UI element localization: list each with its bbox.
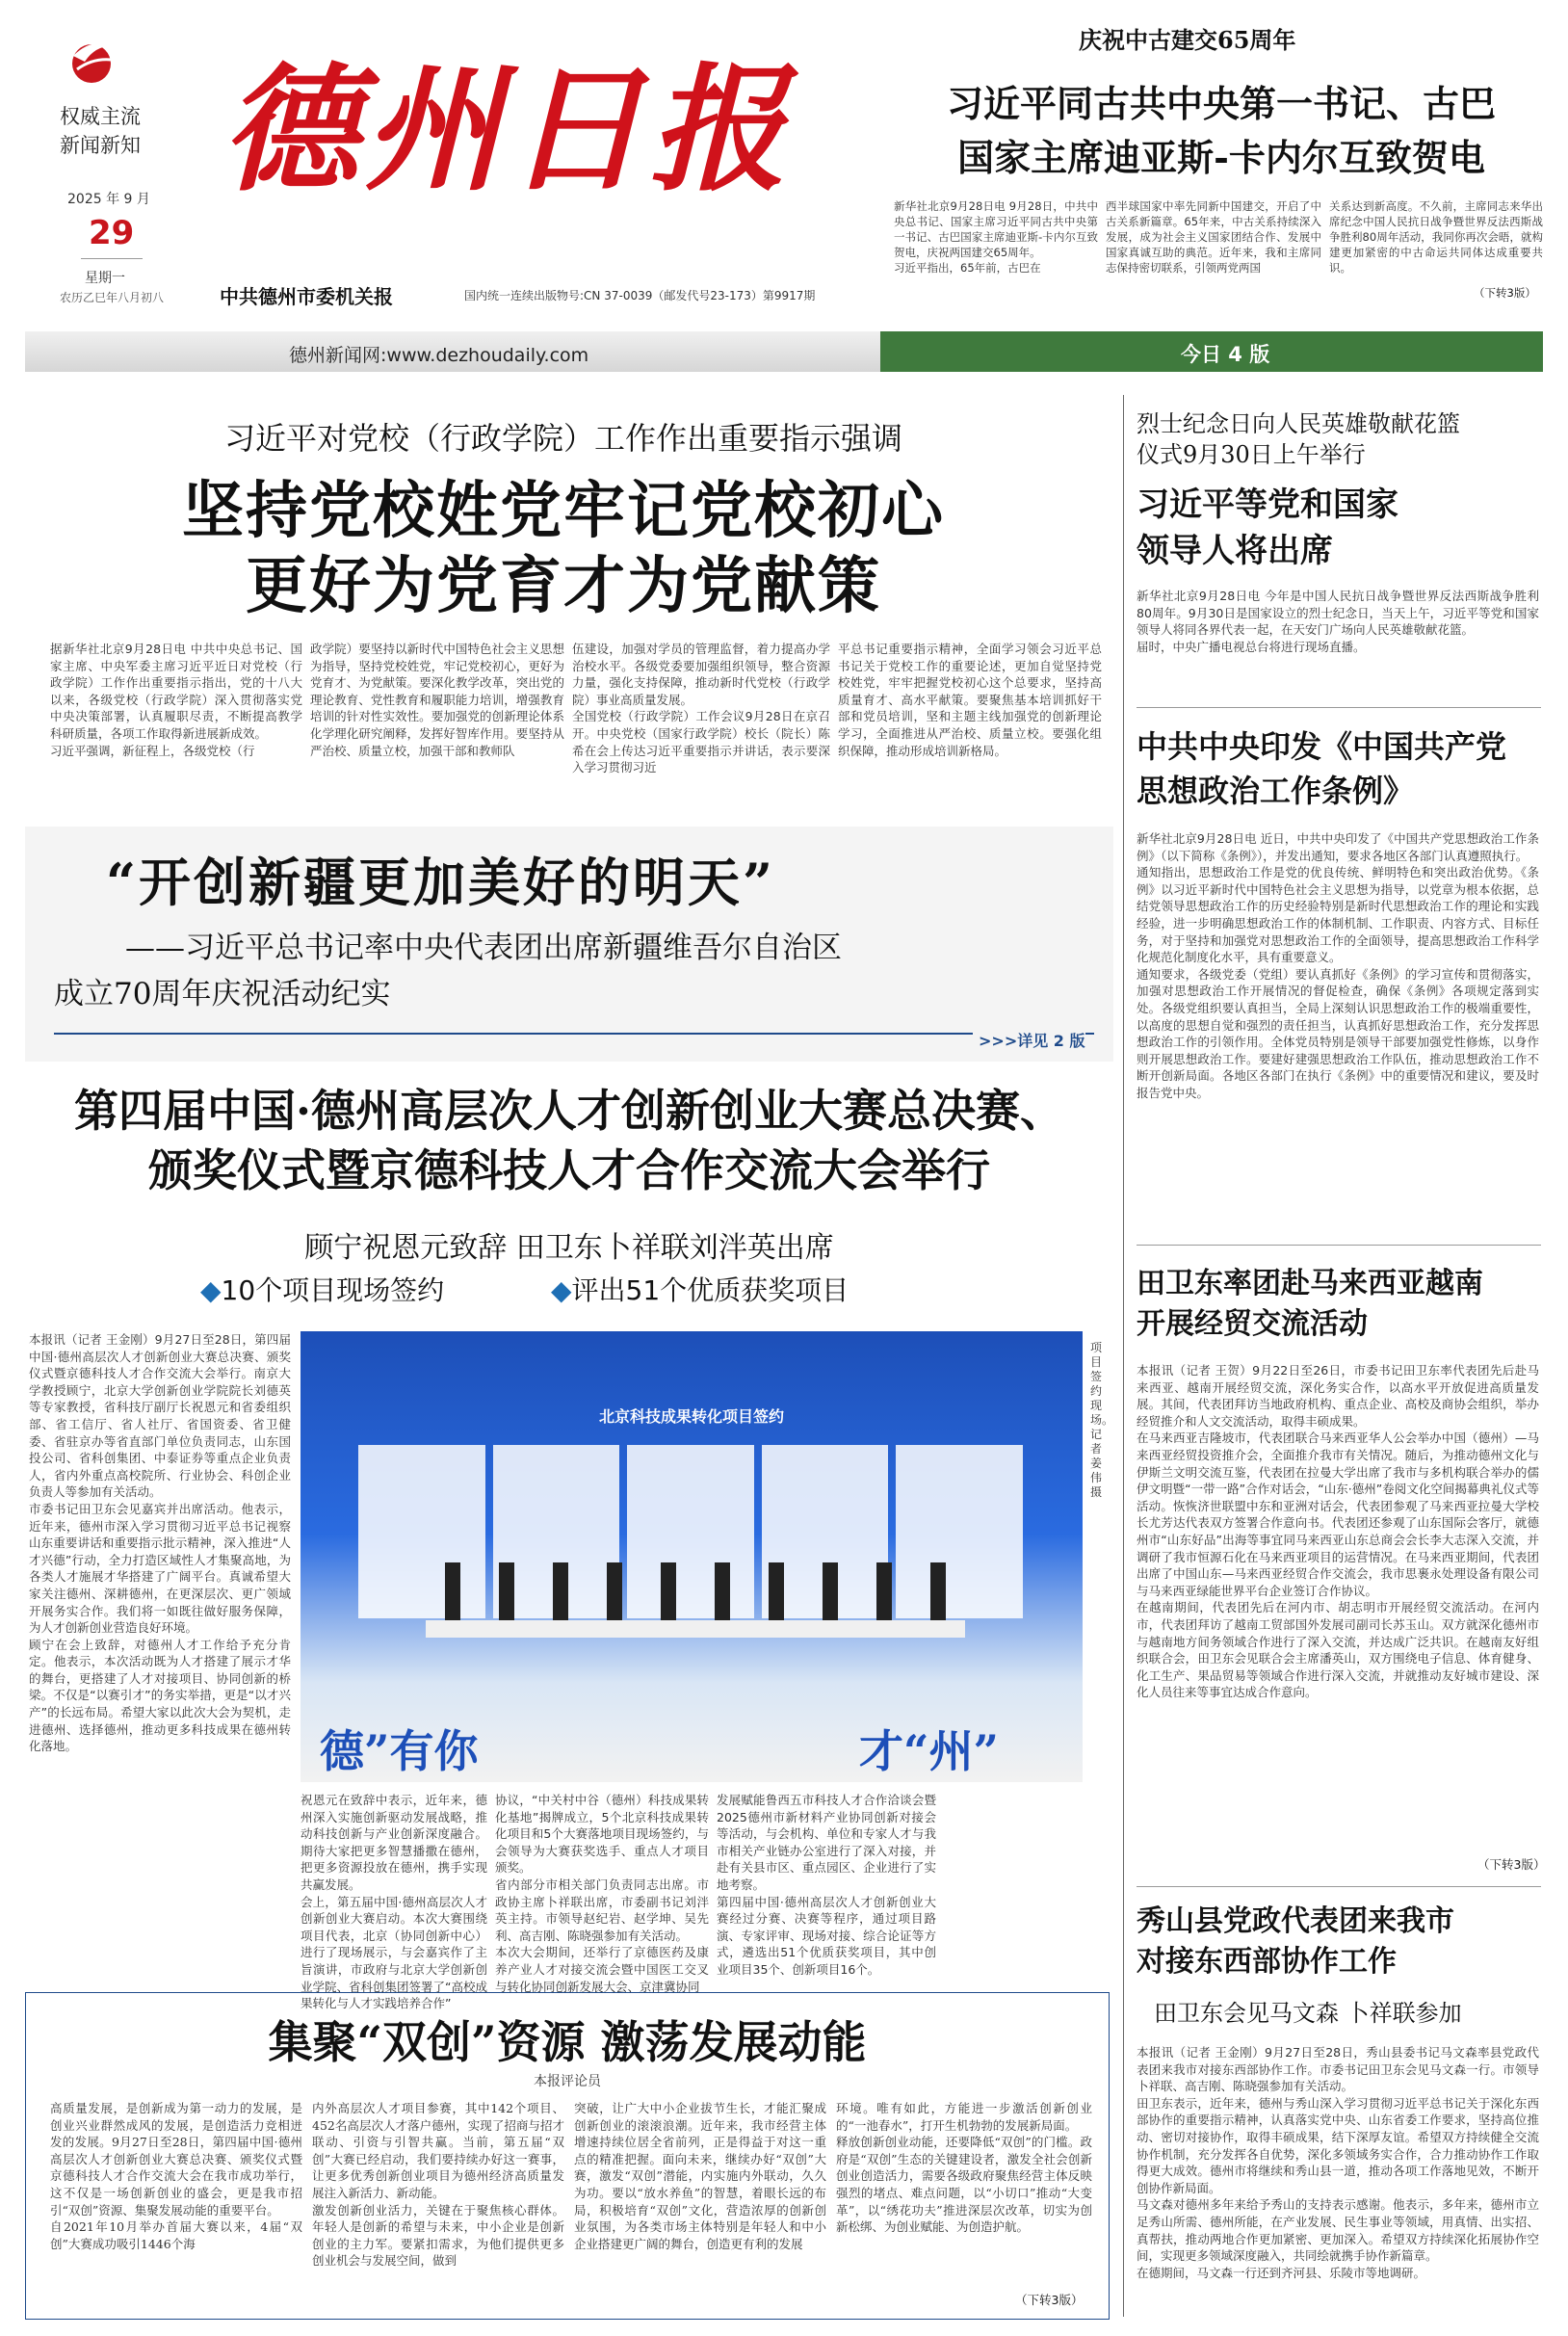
- commentary-col2: 内外高层次人才项目参赛，其中142个项目、452名高层次人才落户德州，实现了招商与招才联动、引资与引智共赢。当前，第五届“双创”大赛已经启动，我们要持续办好这一赛事，让更多优秀创新创业项目为德州经济高质量发展注入新活力、新动能。 激发创新创业活力，关键在于聚焦核心群体。年轻人是创新的希望与未来，中小企业是创新创业的主力军。要紧扣需求，为他们提供更多创业机会与发展空间，做到: [312, 2101, 564, 2269]
- sponsor: 中共德州市委机关报: [220, 285, 393, 308]
- lead-col1: 据新华社北京9月28日电 中共中央总书记、国家主席、中央军委主席习近平近日对党校（行政学院）工作作出重要指示指出，党的十八大以来，各级党校（行政学院）深入贯彻落实党中央决策部署，认真履职尽责，不断提高教学科研质量，各项工作取得新进展新成效。 习近平强调，新征程上，各级党校（行: [50, 642, 302, 758]
- commentary-col3: 突破，让广大中小企业拔节生长，才能汇聚成创新创业的滚滚浪潮。近年来，我市经营主体增速持续位居全省前列，正是得益于对这一重点的精准把握。面向未来，继续办好“双创”大赛，激发“双创”潜能，内实施内外联动，久久为功。要以“放水养鱼”的智慧，着眼长远的布局，积极培育“双创”文化，营造浓厚的创新创业氛围，为各类市场主体特别是年轻人和中小企业搭建更广阔的舞台，创造更有利的发展: [574, 2101, 826, 2251]
- xinjiang-headline[interactable]: “开创新疆更加美好的明天”: [106, 852, 776, 913]
- xinjiang-subline1: ——习近平总书记率中央代表团出席新疆维吾尔自治区: [125, 931, 842, 965]
- top-story-headline[interactable]: 习近平同古共中央第一书记、古巴 国家主席迪亚斯-卡内尔互致贺电: [946, 82, 1496, 179]
- lunar-date: 农历乙巳年八月初八: [60, 291, 165, 304]
- lead-col4: 平总书记重要指示精神，全面学习领会习近平总书记关于党校工作的重要论述，更加自觉坚持党校姓党，牢牢把握党校初心这个总要求，坚持高质量育才、高水平献策。要聚焦基本培训抓好干部和党员培训，坚和主题主线加强党的创新理论学习，全面推进从严治校、质量立校。要强化组织保障，推动形成培训新格局。: [838, 642, 1102, 758]
- contest-col3: 协议，“中关村中谷（德州）科技成果转化基地”揭牌成立，5个北京科技成果转化项目和5个大赛落地项目现场签约，与会领导为大赛获奖选手、重点人才项目颁奖。 省内部分市相关部门负责同志出席。市政协主席卜祥联出席，市委副书记刘泮英主持。市领导赵纪岩、赵学坤、吴先利、高吉刚、陈晓强参加有关活动。 本次大会期间，还举行了京德医药及康养产业人才对接交流会暨中国医工交叉与转化协同创新发展大会、京津冀协同: [495, 1793, 709, 1994]
- rail-a-kicker: 烈士纪念日向人民英雄敬献花篮 仪式9月30日上午举行: [1137, 410, 1460, 468]
- logo-emblem-icon: [64, 37, 119, 85]
- xinjiang-subline2: 成立70周年庆祝活动纪实: [54, 977, 391, 1011]
- photo-slogan-left: 德”有你: [320, 1725, 479, 1777]
- rail-a-body: 新华社北京9月28日电 今年是中国人民抗日战争暨世界反法西斯战争胜利80周年。9月30日是国家设立的烈士纪念日，当天上午，习近平等党和国家领导人将同各界代表一起，在天安门广场向人民英雄敬献花篮。 届时，中央广播电视总台将进行现场直播。: [1137, 589, 1539, 654]
- contest-headline[interactable]: 第四届中国·德州高层次人才创新创业大赛总决赛、 颁奖仪式暨京德科技人才合作交流大会举行: [73, 1085, 1064, 1196]
- slogan: 权威主流 新闻新知: [60, 105, 141, 157]
- issue-date: 2025 年 9 月: [67, 192, 150, 207]
- rail-d-headline[interactable]: 秀山县党政代表团来我市 对接东西部协作工作: [1137, 1904, 1454, 1979]
- photo-caption: 项目签约现场。记者姜伟摄: [1090, 1341, 1114, 1499]
- website-link[interactable]: 德州新闻网:www.dezhoudaily.com: [289, 345, 589, 366]
- weekday: 星期一: [85, 271, 125, 286]
- rail-b-headline[interactable]: 中共中央印发《中国共产党 思想政治工作条例》: [1137, 728, 1507, 809]
- rail-c-body: 本报讯（记者 王贺）9月22日至26日，市委书记田卫东率代表团先后赴马来西亚、越南开展经贸交流，深化务实合作，以高水平开放促进高质量发展。其间，代表团拜访当地政府机构、重点企业、高校及商协会组织，举办经贸推介和人文交流活动，取得丰硕成果。 在马来西亚吉隆坡市，代表团联合马来西亚华人公会举办中国（德州）—马来西亚经贸投资推介会，全面推介我市有关情况。随后，为推动德州文化与伊斯兰文明交流互鉴，代表团在拉曼大学出席了我市与多机构联合举办的儒伊文明暨“一带一路”合作对话会，“山东·德州”卷阅文化空间揭幕典礼仪式等活动。恢恢济世联盟中东和亚洲对话会，代表团参观了马来西亚拉曼大学校长尤芳达代表双方签署合作意向书。代表团还参观了山东国际会客厅，就德州市“山东好品”出海等事宜同马来西亚山东总商会会长李大志深入交流，并调研了我市恒源石化在马来西亚项目的运营情况。在马来西亚期间，代表团出席了中国山东—马来西亚经贸合作交流会，我市思裹永处理设备有限公司与马来西亚绿能世界平台企业签订合作协议。 在越南期间，代表团先后在河内市、胡志明市开展经贸交流活动。在河内市，代表团拜访了越南工贸部国外发展司副司长苏玉山。双方就深化德州市与越南地方间务领域合作进行了深入交流，并达成广泛共识。在越南友好组织联合会，田卫东会见联合会主席潘英山，双方围绕电子信息、体育健身、化工生产、果品贸易等领域合作进行深入交流，并就推动友好城市建设、深化人员往来等事宜达成合作意向。: [1137, 1363, 1539, 1700]
- issue-info: 国内统一连续出版物号:CN 37-0039（邮发代号23-173）第9917期: [464, 289, 816, 302]
- paper-name: 德州日报: [222, 50, 792, 210]
- contest-subline: 顾宁祝恩元致辞 田卫东卜祥联刘泮英出席: [304, 1231, 834, 1265]
- signing-photo: [301, 1331, 1083, 1782]
- photo-table: [426, 1620, 965, 1638]
- top-story-more[interactable]: （下转3版）: [1474, 286, 1536, 300]
- contest-bullet1: ◆10个项目现场签约: [200, 1274, 445, 1306]
- photo-slogan-right: 才“州”: [859, 1725, 999, 1777]
- commentary-more[interactable]: （下转3版）: [1015, 2293, 1084, 2307]
- contest-bullet2: ◆评出51个优质获奖项目: [551, 1274, 849, 1306]
- commentary-headline[interactable]: 集聚“双创”资源 激荡发展动能: [268, 2016, 867, 2068]
- commentary-byline: 本报评论员: [534, 2074, 601, 2089]
- rail-b-body: 新华社北京9月28日电 近日，中共中央印发了《中国共产党思想政治工作条例》（以下简称《条例》），并发出通知，要求各地区各部门认真遵照执行。 通知指出，思想政治工作是党的优良传统、鲜明特色和突出政治优势。《条例》以习近平新时代中国特色社会主义思想为指导，以党章为根本依据，总结党领导思想政治工作的历史经验特别是新时代思想政治工作的理论和实践经验，进一步明确思想政治工作的体制机制、工作职责、内容方式、目标任务，对于坚持和加强党对思想政治工作的全面领导，提高思想政治工作科学化规范化制度化水平，具有重要意义。 通知要求，各级党委（党组）要认真抓好《条例》的学习宣传和贯彻落实，加强对思想政治工作开展情况的督促检查，确保《条例》各项规定落到实处。各级党组织要认真担当，全局上深刻认识思想政治工作的极端重要性，以高度的思想自觉和强烈的责任担当，认真抓好思想政治工作，充分发挥思想政治工作的引领作用。全体党员特别是领导干部要加强党性修炼，以身作则开展思想政治工作。要建好建强思想政治工作队伍，推动思想政治工作不断开创新局面。各地区各部门在执行《条例》中的重要情况和建议，要及时报告党中央。: [1137, 831, 1539, 1100]
- rail-c-more[interactable]: （下转3版）: [1477, 1857, 1546, 1872]
- contest-col2: 祝恩元在致辞中表示，近年来，德州深入实施创新驱动发展战略，推动科技创新与产业创新深度融合。期待大家把更多智慧播撒在德州，把更多资源投放在德州，携手实现共赢发展。 会上，第五届中国·德州高层次人才创新创业大赛启动。本次大赛围绕项目代表，北京（协同创新中心）进行了现场展示，与会嘉宾作了主旨演讲，市政府与北京大学创新创业学院、省科创集团签署了“高校成果转化与人才实践培养合作”: [301, 1793, 487, 2011]
- lead-col3: 伍建设，加强对学员的管理监督，着力提高办学治校水平。各级党委要加强组织领导，整合资源力量，强化支持保障，推动新时代党校（行政学院）事业高质量发展。 全国党校（行政学院）工作会议9月28日在京召开。中央党校（国家行政学院）校长（院长）陈希在会上传达习近平重要指示并讲话，表示要深入学习贯彻习近: [572, 642, 830, 775]
- rail-d-subline: 田卫东会见马文森 卜祥联参加: [1154, 2000, 1462, 2027]
- top-story-col3: 关系达到新高度。不久前，主席同志来华出席纪念中国人民抗日战争暨世界反法西斯战争胜利80周年活动，我同你再次会晤，就构建更加紧密的中古命运共同体达成重要共识。: [1329, 199, 1543, 275]
- top-story-col2: 西半球国家中率先同新中国建交，开启了中古关系新篇章。65年来，中古关系持续深入发展，成为社会主义国家团结合作、发展中国家真诚互助的典范。近年来，我和主席同志保持密切联系，引领两党两国: [1106, 199, 1321, 275]
- commentary-col4: 环境。唯有如此，方能进一步激活创新创业的“一池春水”，打开生机勃勃的发展新局面。 释放创新创业动能，还要降低“双创”的门槛。政府是“双创”生态的关键建设者，激发全社会创新创业创造活力，需要各级政府聚焦经营主体反映强烈的堵点、难点问题，以“小切口”推动“大变革”，以“绣花功夫”推进深层次改革，切实为创新松绑、为创业赋能、为创造护航。: [836, 2101, 1092, 2235]
- rail-c-headline[interactable]: 田卫东率团赴马来西亚越南 开展经贸交流活动: [1137, 1267, 1483, 1341]
- top-story-col1: 新华社北京9月28日电 9月28日，中共中央总书记、国家主席习近平同古共中央第一书记、古巴国家主席迪亚斯-卡内尔互致贺电，庆祝两国建交65周年。 习近平指出，65年前，古巴在: [894, 199, 1098, 275]
- diamond-icon: ◆: [551, 1274, 572, 1306]
- photo-banner: 北京科技成果转化项目签约: [598, 1407, 784, 1426]
- lead-headline[interactable]: 坚持党校姓党牢记党校初心 更好为党育才为党献策: [182, 475, 945, 622]
- contest-col1: 本报讯（记者 王金刚）9月27日至28日，第四届中国·德州高层次人才创新创业大赛总决赛、颁奖仪式暨京德科技人才合作交流大会举行。南京大学教授顾宁，北京大学创新创业学院院长刘德英等专家教授，省科技厅副厅长祝恩元和省委组织部、省工信厅、省人社厅、省国资委、省卫健委、省驻京办等省直部门单位负责同志，山东国投公司、省科创集团、中泰证券等重点企业负责人，省内外重点高校院所、行业协会、科创企业负责人等参加有关活动。 市委书记田卫东会见嘉宾并出席活动。他表示，近年来，德州市深入学习贯彻习近平总书记视察山东重要讲话和重要指示批示精神，深入推进“人才兴德”行动，全力打造区域性人才集聚高地，为各类人才施展才华搭建了广阔平台。真诚希望大家关注德州、深耕德州，在更深层次、更广领域开展务实合作。我们将一如既往做好服务保障，为人才创新创业营造良好环境。 顾宁在会上致辞，对德州人才工作给予充分肯定。他表示，本次活动既为人才搭建了展示才华的舞台，更搭建了人才对接项目、协同创新的桥梁。不仅是“以赛引才”的务实举措，更是“以才兴产”的长远布局。希望大家以此次大会为契机，走进德州、选择德州，推动更多科技成果在德州转化落地。: [29, 1332, 291, 1754]
- rail-a-headline[interactable]: 习近平等党和国家 领导人将出席: [1137, 486, 1398, 570]
- rail-d-body: 本报讯（记者 王金刚）9月27日至28日，秀山县委书记马文森率县党政代表团来我市对接东西部协作工作。市委书记田卫东会见马文森一行。市领导卜祥联、高吉刚、陈晓强参加有关活动。 田卫东表示，近年来，德州与秀山深入学习贯彻习近平总书记关于深化东西部协作的重要指示精神，认真落实党中央、山东省委工作要求，坚持高位推动、密切对接协作，取得丰硕成果，结下深厚友谊。希望双方持续健全交流协作机制，充分发挥各自优势，深化多领域务实合作，合力推动协作工作取得更大成效。德州市将继续和秀山县一道，推动各项工作落地见效，不断开创协作新局面。 马文森对德州多年来给予秀山的支持表示感谢。他表示，多年来，德州市立足秀山所需、德州所能，在产业发展、民生事业等领域，用真情、出实招、真帮扶，推动两地合作更加紧密、更加深入。希望双方持续深化拓展协作空间，实现更多领域深度融入，共同绘就携手协作新篇章。 在德期间，马文森一行还到齐河县、乐陵市等地调研。: [1137, 2045, 1539, 2280]
- commentary-col1: 高质量发展，是创新成为第一动力的发展，是创业兴业群然成风的发展，是创造活力竞相迸发的发展。9月27日至28日，第四届中国·德州高层次人才创新创业大赛总决赛、颁奖仪式暨京德科技人才合作交流大会在我市成功举行，这不仅是一场创新创业的盛会，更是我市招引“双创”资源、集聚发展动能的重要平台。 自2021年10月举办首届大赛以来，4届“双创”大赛成功吸引1446个海: [50, 2101, 302, 2251]
- lead-kicker: 习近平对党校（行政学院）工作作出重要指示强调: [223, 420, 902, 457]
- issue-day: 29: [89, 214, 135, 252]
- pages-today: 今日 4 版: [1181, 343, 1270, 366]
- xinjiang-more[interactable]: >>>详见 2 版: [973, 1029, 1085, 1051]
- lead-col2: 政学院）要坚持以新时代中国特色社会主义思想为指导，坚持党校姓党，牢记党校初心，更好为党育才、为党献策。要深化教学改革，突出党的理论教育、党性教育和履职能力培训，增强教育培训的针对性实效性。要加强党的创新理论体系化学理化研究阐释，发挥好智库作用。要坚持从严治校、质量立校，加强干部和教师队: [310, 642, 564, 758]
- contest-col4: 发展赋能鲁西五市科技人才合作洽谈会暨2025德州市新材料产业协同创新对接会等活动，与会机构、单位和专家人才与我市相关产业链办公室进行了深入对接，并赴有关县市区、重点园区、企业进行了实地考察。 第四届中国·德州高层次人才创新创业大赛经过分赛、决赛等程序，通过项目路演、专家评审、现场对接、综合论证等方式，遴选出51个优质获奖项目，其中创业项目35个、创新项目16个。: [717, 1793, 936, 1977]
- diamond-icon: ◆: [200, 1274, 222, 1306]
- top-story-kicker: 庆祝中古建交65周年: [1079, 26, 1296, 54]
